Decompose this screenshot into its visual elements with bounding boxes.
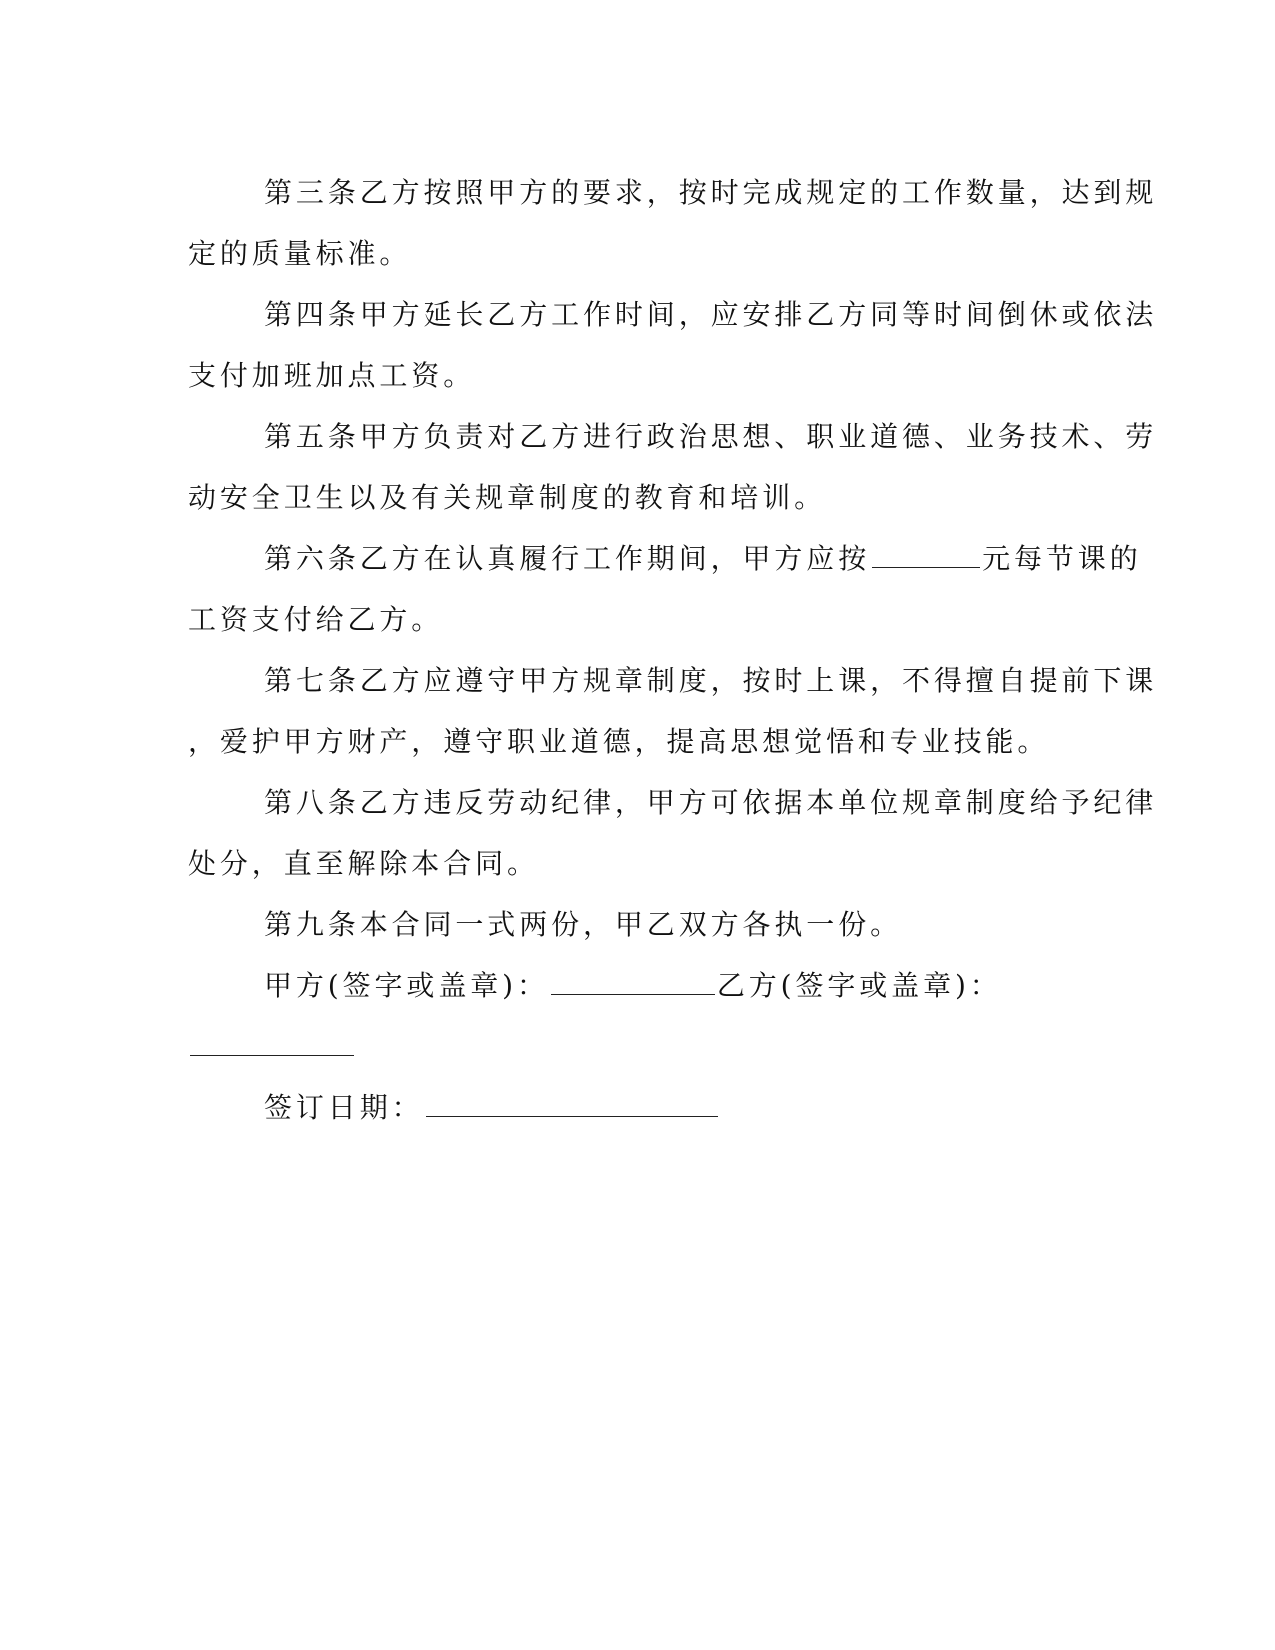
- article-7-line-2: ，爱护甲方财产，遵守职业道德，提高思想觉悟和专业技能。: [188, 725, 1050, 758]
- article-8-line-2: 处分，直至解除本合同。: [188, 847, 539, 880]
- article-6-text-after: 元每节课的: [982, 542, 1142, 575]
- article-8-line-1: 第八条乙方违反劳动纪律，甲方可依据本单位规章制度给予纪律: [264, 786, 1158, 819]
- article-5-line-1: 第五条甲方负责对乙方进行政治思想、职业道德、业务技术、劳: [264, 420, 1158, 453]
- article-4-line-2: 支付加班加点工资。: [188, 359, 476, 392]
- article-3-line-2: 定的质量标准。: [188, 237, 412, 270]
- party-a-label: 甲方(签字或盖章)：: [264, 969, 549, 1002]
- signature-line: [188, 955, 1074, 1016]
- wage-blank: [872, 547, 980, 568]
- party-a-signature-blank: [551, 974, 715, 995]
- article-5-line-2: 动安全卫生以及有关规章制度的教育和培训。: [188, 481, 827, 514]
- date-blank: [426, 1096, 718, 1117]
- article-4-line-1: 第四条甲方延长乙方工作时间，应安排乙方同等时间倒休或依法: [264, 298, 1158, 331]
- article-7-line-1: 第七条乙方应遵守甲方规章制度，按时上课，不得擅自提前下课: [264, 664, 1158, 697]
- contract-body: [188, 162, 1158, 1138]
- article-6-text-before: 第六条乙方在认真履行工作期间，甲方应按: [264, 542, 871, 575]
- party-b-label: 乙方(签字或盖章)：: [716, 969, 1002, 1002]
- date-line: [188, 1077, 1074, 1138]
- article-3-line-1: 第三条乙方按照甲方的要求，按时完成规定的工作数量，达到规: [264, 176, 1158, 209]
- article-9-line-1: 第九条本合同一式两份，甲乙双方各执一份。: [264, 908, 903, 941]
- party-b-blank-line: [188, 1016, 1074, 1077]
- date-label: 签订日期：: [264, 1091, 424, 1124]
- article-6-line-1: [188, 528, 1142, 589]
- party-b-signature-blank: [190, 1035, 354, 1056]
- article-6-line-2: 工资支付给乙方。: [188, 603, 444, 636]
